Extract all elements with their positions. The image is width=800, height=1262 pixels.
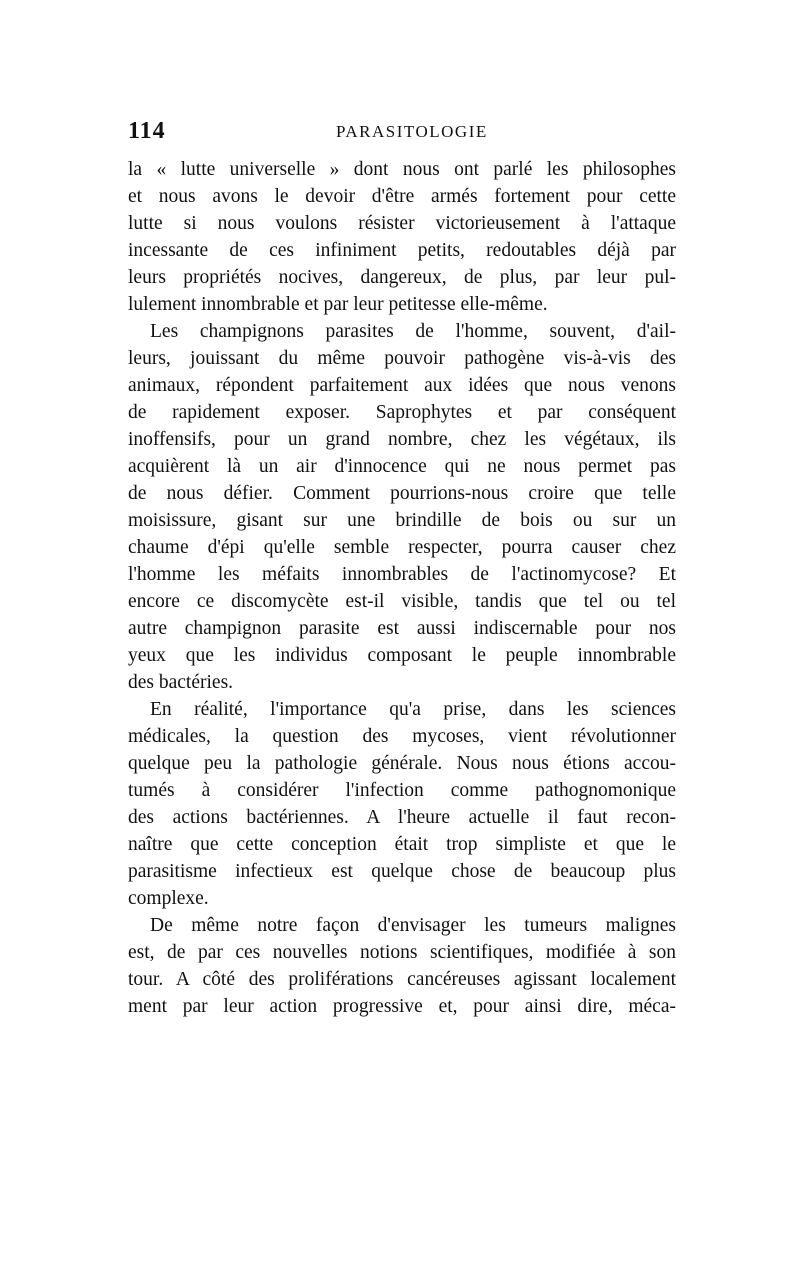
text-line: inoffensifs, pour un grand nombre, chez les végétaux, ils (128, 429, 676, 450)
running-title: PARASITOLOGIE (336, 122, 488, 141)
text-line: quelque peu la pathologie générale. Nous nous étions accou- (128, 753, 676, 774)
text-line: la « lutte universelle » dont nous ont parlé les philosophes (128, 159, 676, 180)
page-header (128, 118, 676, 148)
text-line: ment par leur action progressive et, pour ainsi dire, méca- (128, 996, 676, 1017)
paragraph (128, 318, 676, 696)
text-line: leurs propriétés nocives, dangereux, de plus, par leur pul- (128, 267, 676, 288)
text-line: Les champignons parasites de l'homme, souvent, d'ail- (150, 321, 676, 342)
body-text (128, 156, 676, 1020)
text-line: médicales, la question des mycoses, vient révolutionner (128, 726, 676, 747)
text-line: de nous défier. Comment pourrions-nous croire que telle (128, 483, 676, 504)
text-line: yeux que les individus composant le peuple innombrable (128, 645, 676, 666)
text-line: moisissure, gisant sur une brindille de bois ou sur un (128, 510, 676, 531)
text-line: animaux, répondent parfaitement aux idées que nous venons (128, 375, 676, 396)
text-line: des actions bactériennes. A l'heure actuelle il faut recon- (128, 807, 676, 828)
text-line: tour. A côté des proliférations cancéreuses agissant localement (128, 969, 676, 990)
text-line: des bactéries. (128, 672, 234, 693)
text-line: acquièrent là un air d'innocence qui ne nous permet pas (128, 456, 676, 477)
text-line: lulement innombrable et par leur petitesse elle-même. (128, 294, 548, 315)
text-line: encore ce discomycète est-il visible, tandis que tel ou tel (128, 591, 676, 612)
text-line: leurs, jouissant du même pouvoir pathogène vis-à-vis des (128, 348, 676, 369)
text-line: l'homme les méfaits innombrables de l'actinomycose? Et (128, 564, 676, 585)
paragraph (128, 156, 676, 318)
paragraph (128, 912, 676, 1020)
text-line: incessante de ces infiniment petits, redoutables déjà par (128, 240, 676, 261)
text-line: complexe. (128, 888, 209, 909)
text-line: et nous avons le devoir d'être armés fortement pour cette (128, 186, 676, 207)
text-line: lutte si nous voulons résister victorieusement à l'attaque (128, 213, 676, 234)
text-line: naître que cette conception était trop simpliste et que le (128, 834, 676, 855)
page-number: 114 (128, 118, 166, 144)
paragraph (128, 696, 676, 912)
text-line: parasitisme infectieux est quelque chose de beaucoup plus (128, 861, 676, 882)
text-line: chaume d'épi qu'elle semble respecter, pourra causer chez (128, 537, 676, 558)
text-line: tumés à considérer l'infection comme pathognomonique (128, 780, 676, 801)
text-line: autre champignon parasite est aussi indiscernable pour nos (128, 618, 676, 639)
text-line: De même notre façon d'envisager les tumeurs malignes (150, 915, 676, 936)
text-line: de rapidement exposer. Saprophytes et par conséquent (128, 402, 676, 423)
text-line: est, de par ces nouvelles notions scientifiques, modifiée à son (128, 942, 676, 963)
text-line: En réalité, l'importance qu'a prise, dans les sciences (150, 699, 676, 720)
